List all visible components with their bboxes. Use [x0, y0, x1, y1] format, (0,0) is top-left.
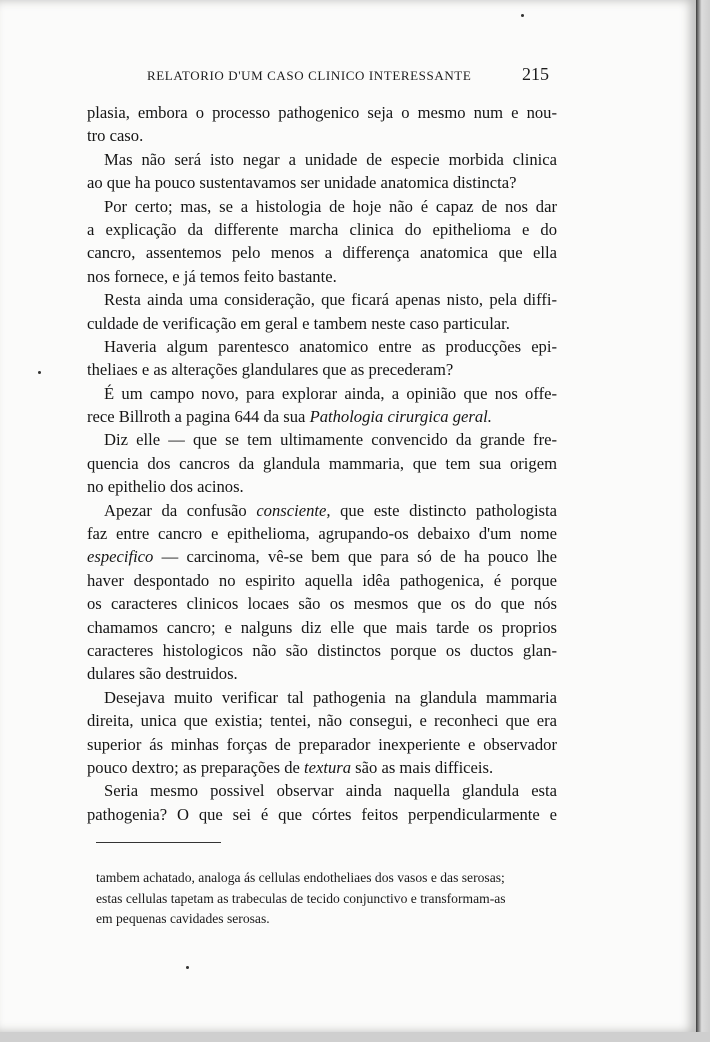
text-line: culdade de verificação em geral e tambem neste caso particular. — [87, 313, 510, 333]
text-line: theliaes e as alterações glandulares que as precederam? — [87, 360, 454, 380]
text-line: Diz elle — que se tem ultimamente convencido da grande fre- — [104, 430, 557, 450]
text-line: superior ás minhas forças de preparador inexperiente e observador — [87, 734, 557, 754]
page-edge-bottom — [0, 1032, 710, 1042]
text-line: chamamos cancro; e nalguns diz elle que mais tarde os proprios — [87, 617, 557, 637]
text-line: pathogenia? O que sei é que córtes feitos perpendicularmente e — [87, 804, 557, 824]
text-line: Desejava muito verificar tal pathogenia na glandula mammaria — [104, 687, 557, 707]
text-line: quencia dos cancros da glandula mammaria, que tem sua origem — [87, 453, 557, 473]
text-line: especifico — carcinoma, vê-se bem que para só de ha pouco lhe — [87, 547, 557, 567]
text-line: Resta ainda uma consideração, que ficará apenas nisto, pela diffi- — [104, 290, 557, 310]
text-line: ao que ha pouco sustentavamos ser unidade anatomica distincta? — [87, 173, 517, 193]
footnote — [96, 868, 566, 930]
text-line: plasia, embora o processo pathogenico seja o mesmo num e nou- — [87, 103, 557, 122]
text-line: haver despontado no espirito aquella idêa pathogenica, é porque — [87, 570, 557, 590]
text-line: Mas não será isto negar a unidade de especie morbida clinica — [104, 149, 557, 169]
text-line: Apezar da confusão consciente, que este distincto pathologista — [104, 500, 557, 520]
page-number: 215 — [522, 64, 549, 84]
text-line: no epithelio dos acinos. — [87, 477, 244, 497]
footnote-rule — [96, 842, 221, 843]
speck — [521, 14, 524, 17]
text-line: os caracteres clinicos locaes são os mesmos que os do que nós — [87, 594, 557, 614]
text-line: rece Billroth a pagina 644 da sua Pathologia cirurgica geral. — [87, 407, 492, 427]
text-line: cancro, assentemos pelo menos a differença anatomica que ella — [87, 243, 557, 263]
body-text — [87, 101, 557, 826]
footnote-line: em pequenas cavidades serosas. — [96, 911, 270, 926]
text-line: caracteres histologicos não são distinctos porque os ductos glan- — [87, 640, 557, 660]
text-line: tro caso. — [87, 126, 144, 146]
text-line: Seria mesmo possivel observar ainda naquella glandula esta — [104, 781, 557, 801]
page-edge — [696, 0, 710, 1042]
speck — [38, 371, 41, 374]
text-line: nos fornece, e já temos feito bastante. — [87, 266, 337, 286]
text-line: Haveria algum parentesco anatomico entre as producções epi- — [104, 336, 557, 356]
text-line: pouco dextro; as preparações de textura são as mais difficeis. — [87, 757, 494, 777]
running-title: RELATORIO D'UM CASO CLINICO INTERESSANTE — [147, 68, 472, 83]
text-line: Por certo; mas, se a histologia de hoje não é capaz de nos dar — [104, 196, 557, 216]
text-line: faz entre cancro e epithelioma, agrupando-os debaixo d'um nome — [87, 524, 557, 544]
footnote-line: estas cellulas tapetam as trabeculas de tecido conjunctivo e transformam-as — [96, 890, 506, 906]
text-line: a explicação da differente marcha clinica do epithelioma e do — [87, 219, 557, 239]
footnote-line: tambem achatado, analoga ás cellulas endotheliaes dos vasos e das serosas; — [96, 870, 505, 885]
page-header — [0, 64, 696, 88]
text-line: direita, unica que existia; tentei, não consegui, e reconheci que era — [87, 711, 557, 731]
speck — [186, 966, 189, 969]
text-line: É um campo novo, para explorar ainda, a opinião que nos offe- — [104, 383, 557, 403]
text-line: dulares são destruidos. — [87, 664, 238, 684]
